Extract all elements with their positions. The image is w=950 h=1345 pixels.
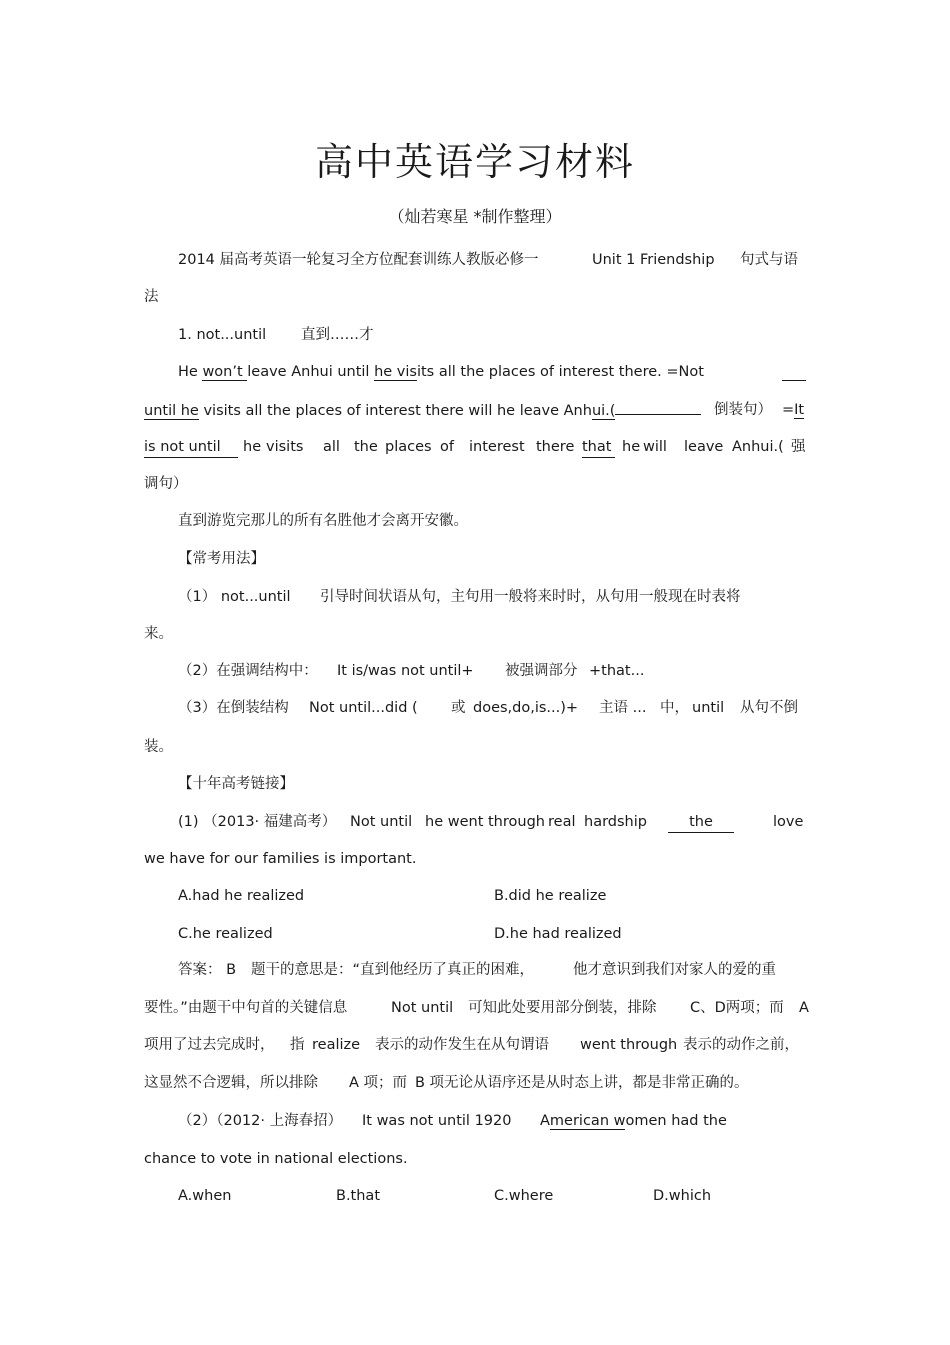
underlined-wont: won’t [202, 364, 248, 380]
inversion-label: 倒装句） [714, 402, 772, 418]
blank-line [782, 366, 806, 381]
q2-source: （2）（2012· 上海春招） [178, 1113, 343, 1129]
example-translation: 直到游览完那儿的所有名胜他才会离开安徽。 [178, 513, 468, 529]
q2-sentence-end: American women had the [540, 1113, 727, 1129]
underlined-is-not-until: is not until [144, 437, 238, 458]
underlined-that: that [582, 437, 615, 458]
point1-heading-meaning: 直到……才 [301, 327, 374, 343]
example-line-2-end: =It [782, 402, 805, 418]
q1-option-c: C.he realized [178, 926, 273, 942]
page-title: 高中英语学习材料 [314, 140, 635, 184]
q2-answer-blank: merican w [549, 1113, 626, 1129]
example-line-1: He won’t leave Anhui until he visits all the places of interest there. =Not [178, 364, 704, 380]
intro-line-1a: 2014 届高考英语一轮复习全方位配套训练人教版必修一 [178, 252, 539, 268]
q1-answer-blank: the [668, 812, 734, 833]
q1-option-a: A.had he realized [178, 888, 305, 904]
q2-option-d: D.which [653, 1188, 712, 1204]
gaokao-heading: 【十年高考链接】 [178, 776, 294, 792]
example-line-2: until he visits all the places of interest there will he leave Anhui.( [144, 400, 701, 421]
usage-heading: 【常考用法】 [178, 551, 265, 567]
q1-option-b: B.did he realize [494, 888, 607, 904]
q2-option-a: A.when [178, 1188, 232, 1204]
q1-answer: 答案： B [178, 962, 237, 978]
q2-option-c: C.where [494, 1188, 554, 1204]
intro-line-2: 法 [144, 289, 159, 305]
underlined-he-vis: he vis [374, 364, 417, 380]
blank-line [615, 400, 701, 415]
intro-line-1b: Unit 1 Friendship [592, 252, 715, 268]
q1-source: (1) （2013· 福建高考） [178, 814, 337, 830]
point1-heading: 1. not...until [178, 327, 267, 343]
q2-option-b: B.that [336, 1188, 381, 1204]
q1-option-d: D.he had realized [494, 926, 622, 942]
intro-line-1c: 句式与语 [740, 252, 798, 268]
page-subtitle: （灿若寒星 *制作整理） [388, 207, 562, 226]
example-line-4: 调句） [144, 476, 188, 492]
